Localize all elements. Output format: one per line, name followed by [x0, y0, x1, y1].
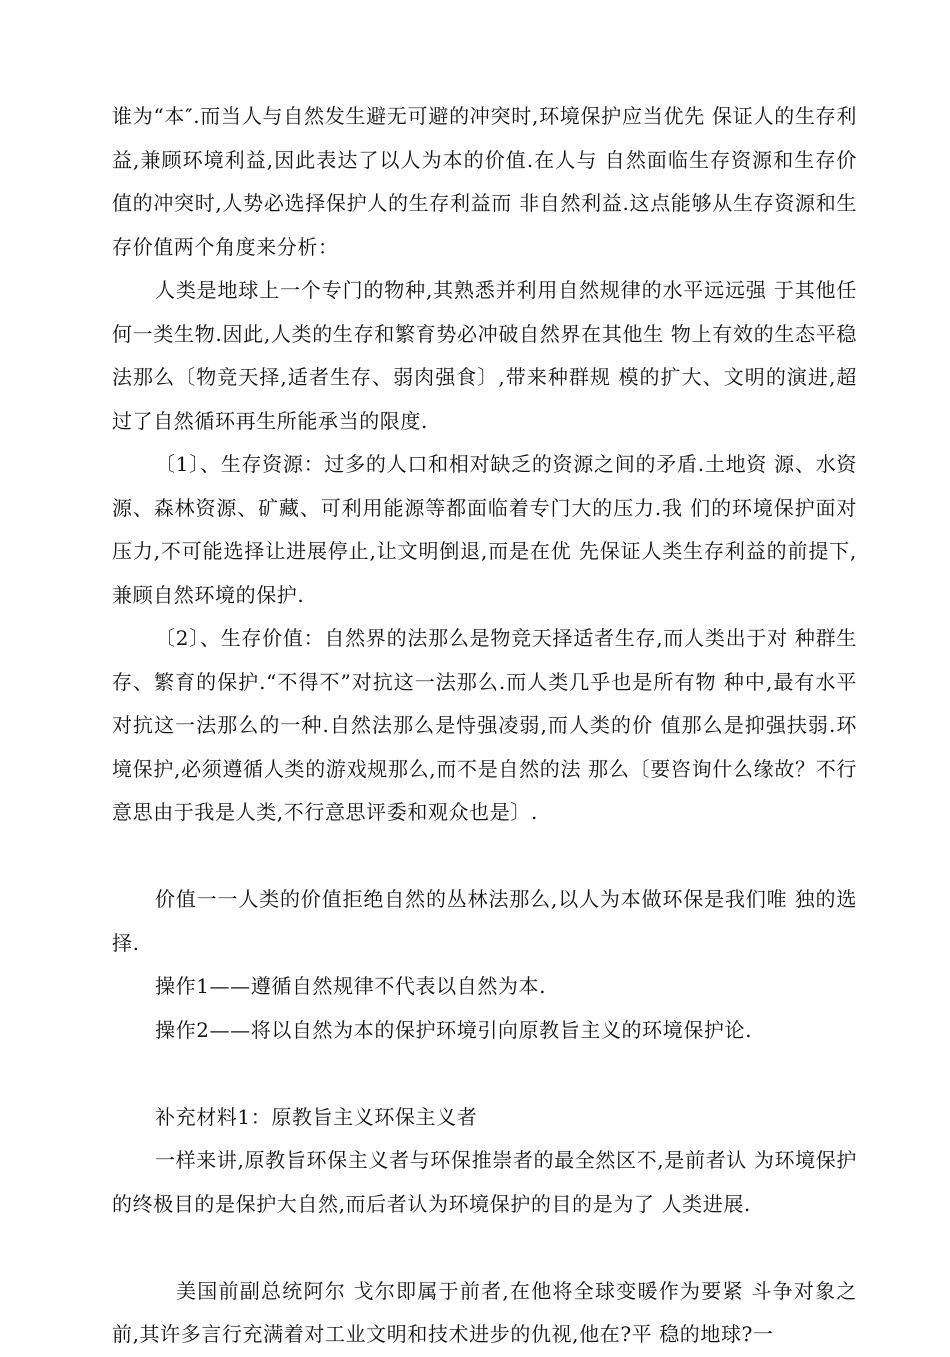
paragraph-gap: [112, 835, 857, 879]
paragraph-survival-value: 〔2〕、生存价值：自然界的法那么是物竞天择适者生存,而人类出于对 种群生存、繁育的保护.“不得不”对抗这一法那么.而人类几乎也是所有物 种中,最有水平对抗这一法那么的一种.自然法那么是恃强凌弱,而人类的价 值那么是抑强扶弱.环境保护,必须遵循人类的游戏规那么,而不是自然的法 那么〔要咨询什么缘故？不行意思由于我是人类,不行意思评委和观众也是〕.: [112, 626, 857, 824]
paragraph-human-species: 人类是地球上一个专门的物种,其熟悉并利用自然规律的水平远远强 于其他任何一类生物.因此,人类的生存和繁育势必冲破自然界在其他生 物上有效的生态平稳法那么〔物竞天择,适者生存、弱肉强食〕,带来种群规 模的扩大、文明的演进,超过了自然循环再生所能承当的限度.: [112, 278, 857, 433]
paragraph-fundamentalist-definition: 一样来讲,原教旨环保主义者与环保推崇者的最全然区不,是前者认 为环境保护的终极目的是保护大自然,而后者认为环境保护的目的是为了 人类进展.: [112, 1148, 857, 1216]
document-page: [112, 95, 857, 1357]
paragraph-value-summary: 价值一一人类的价值拒绝自然的丛林法那么,以人为本做环保是我们唯 独的选择.: [112, 887, 857, 955]
paragraph-gap: [112, 1052, 857, 1096]
paragraph-gap: [112, 1226, 857, 1270]
paragraph-operation-1: 操作1——遵循自然规律不代表以自然为本.: [155, 974, 547, 998]
paragraph-al-gore: 美国前副总统阿尔 戈尔即属于前者,在他将全球变暖作为要紧 斗争对象之前,其许多言行充满着对工业文明和技术进步的仇视,他在?平 稳的地球?一: [112, 1278, 857, 1346]
paragraph-human-priority: 谁为“本″.而当人与自然发生避无可避的冲突时,环境保护应当优先 保证人的生存利益,兼顾环境利益,因此表达了以人为本的价值.在人与 自然面临生存资源和生存价值的冲突时,人势必选择保护人的生存利益而 非自然利益.这点能够从生存资源和生存价值两个角度来分析：: [112, 104, 857, 259]
paragraph-operation-2: 操作2——将以自然为本的保护环境引向原教旨主义的环境保护论.: [155, 1017, 753, 1042]
paragraph-survival-resources: 〔1〕、生存资源：过多的人口和相对缺乏的资源之间的矛盾.土地资 源、水资源、森林资源、矿藏、可利用能源等都面临着专门大的压力.我 们的环境保护面对压力,不可能选择让进展停止,让文明倒退,而是在优 先保证人类生存利益的前提下,兼顾自然环境的保护.: [112, 452, 857, 607]
supplement-heading: 补充材料1：原教旨主义环保主义者: [155, 1104, 478, 1129]
